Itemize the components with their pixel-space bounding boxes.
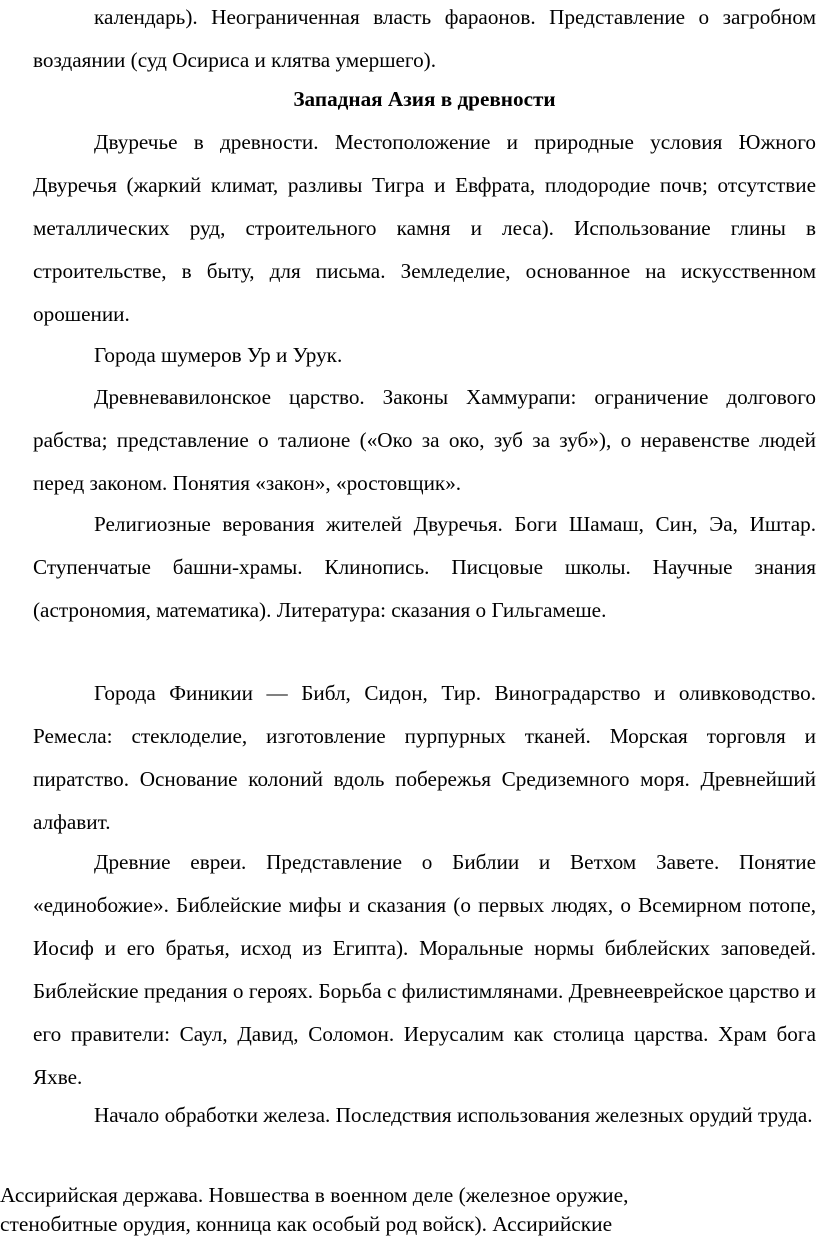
- assyria-line-2: стенобитные орудия, конница как особый род войск). Ассирийские: [0, 1212, 613, 1236]
- paragraph-religion: Религиозные верования жителей Двуречья. Боги Шамаш, Син, Эа, Иштар. Ступенчатые башни-храмы. Клинопись. Писцовые школы. Научные знания (астрономия, математика). Литература: сказания о Гильгамеше.: [33, 512, 816, 622]
- assyria-line-1: Ассирийская держава. Новшества в военном деле (железное оружие,: [0, 1183, 629, 1207]
- paragraph-babylon: Древневавилонское царство. Законы Хаммурапи: ограничение долгового рабства; представление о талионе («Око за око, зуб за зуб»), о неравенстве людей перед законом. Понятия «закон», «ростовщик».: [33, 385, 816, 495]
- paragraph-ancient-hebrews: Древние евреи. Представление о Библии и Ветхом Завете. Понятие «единобожие». Библейские мифы и сказания (о первых людях, о Всемирном потопе, Иосиф и его братья, исход из Египта). Моральные нормы библейских заповедей. Библейские предания о героях. Борьба с филистимлянами. Древнееврейское царство и его правители: Саул, Давид, Соломон. Иерусалим как столица царства. Храм бога Яхве.: [33, 850, 816, 1089]
- section-heading: Западная Азия в древности: [293, 87, 556, 111]
- paragraph-iron: Начало обработки железа. Последствия использования железных орудий труда.: [94, 1103, 813, 1127]
- paragraph-mesopotamia: Двуречье в древности. Местоположение и природные условия Южного Двуречья (жаркий климат, разливы Тигра и Евфрата, плодородие почв; отсутствие металлических руд, строительного камня и леса). Использование глины в строительстве, в быту, для письма. Земледелие, основанное на искусственном орошении.: [33, 130, 816, 326]
- paragraph-phoenicia: Города Финикии — Библ, Сидон, Тир. Виноградарство и оливководство. Ремесла: стеклоделие, изготовление пурпурных тканей. Морская торговля и пиратство. Основание колоний вдоль побережья Средиземного моря. Древнейший алфавит.: [33, 681, 816, 834]
- paragraph-egypt-continuation: календарь). Неограниченная власть фараонов. Представление о загробном воздаянии (суд Осириса и клятва умершего).: [33, 5, 816, 72]
- paragraph-sumer-cities: Города шумеров Ур и Урук.: [94, 343, 343, 367]
